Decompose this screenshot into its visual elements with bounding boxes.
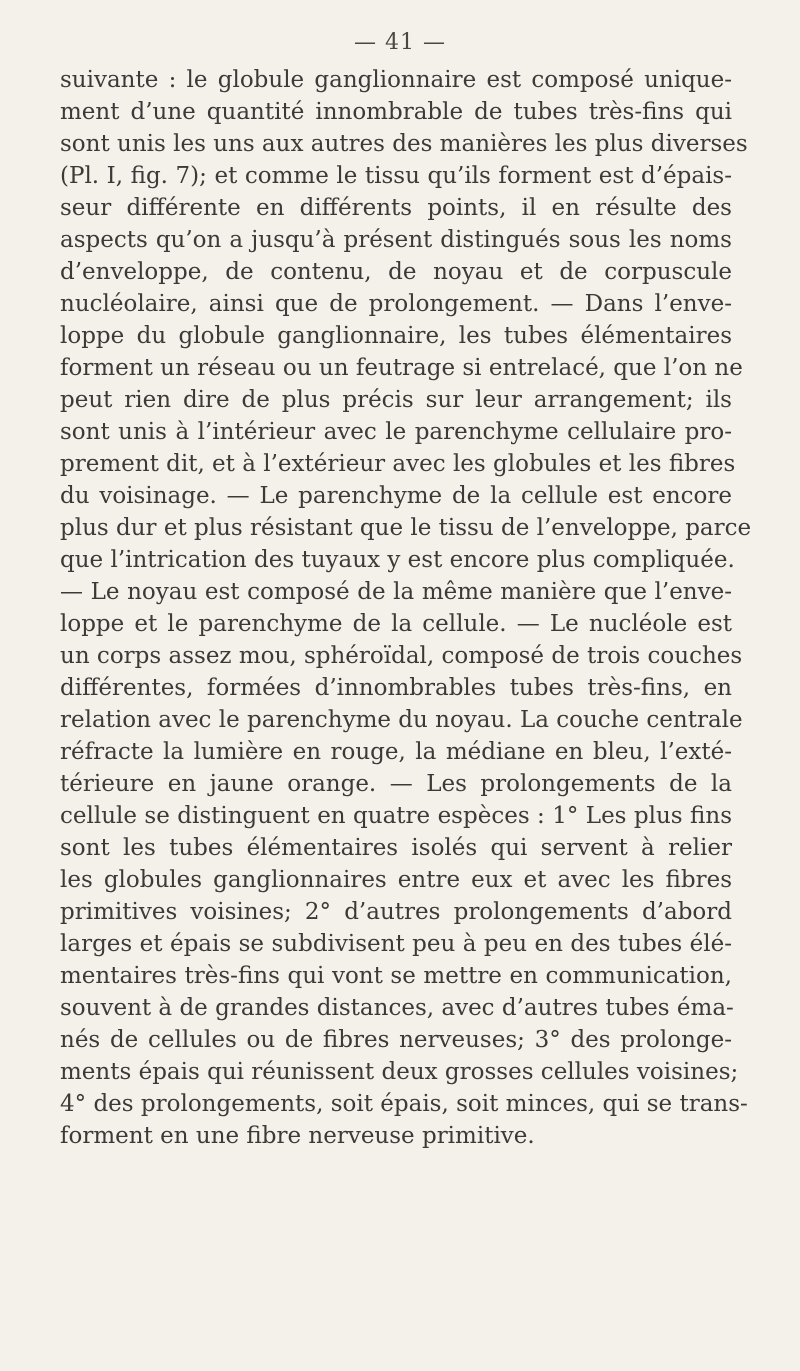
text-line: (Pl. I, fig. 7); et comme le tissu qu’ils forment est d’épais-: [60, 163, 732, 189]
text-line: forment en une fibre nerveuse primitive.: [60, 1123, 535, 1149]
text-line: suivante : le globule ganglionnaire est composé unique-: [60, 67, 732, 93]
text-line: primitives voisines; 2° d’autres prolongements d’abord: [60, 899, 732, 925]
text-line: plus dur et plus résistant que le tissu de l’enveloppe, parce: [60, 515, 752, 541]
text-line: ment d’une quantité innombrable de tubes très-fins qui: [60, 99, 732, 125]
text-line: nucléolaire, ainsi que de prolongement. — Dans l’enve-: [60, 291, 732, 317]
page-number: — 41 —: [354, 30, 446, 55]
text-line: différentes, formées d’innombrables tubes très-fins, en: [60, 675, 732, 701]
text-line: loppe du globule ganglionnaire, les tubes élémentaires: [60, 323, 732, 349]
text-line: souvent à de grandes distances, avec d’autres tubes éma-: [60, 995, 734, 1021]
text-line: du voisinage. — Le parenchyme de la cellule est encore: [60, 483, 732, 509]
text-line: seur différente en différents points, il en résulte des: [60, 195, 732, 221]
text-line: forment un réseau ou un feutrage si entrelacé, que l’on ne: [60, 355, 743, 381]
text-line: mentaires très-fins qui vont se mettre en communication,: [60, 963, 732, 989]
text-line: que l’intrication des tuyaux y est encore plus compliquée.: [60, 547, 735, 573]
text-line: ments épais qui réunissent deux grosses cellules voisines;: [60, 1059, 739, 1085]
text-line: les globules ganglionnaires entre eux et avec les fibres: [60, 867, 732, 893]
text-line: loppe et le parenchyme de la cellule. — Le nucléole est: [60, 611, 732, 637]
text-line: larges et épais se subdivisent peu à peu en des tubes élé-: [60, 931, 732, 957]
text-line: réfracte la lumière en rouge, la médiane en bleu, l’exté-: [60, 739, 732, 765]
text-line: d’enveloppe, de contenu, de noyau et de corpuscule: [60, 259, 732, 285]
text-line: cellule se distinguent en quatre espèces : 1° Les plus fins: [60, 803, 732, 829]
body-text: [60, 64, 752, 1152]
text-line: 4° des prolongements, soit épais, soit minces, qui se trans-: [60, 1091, 748, 1117]
text-line: térieure en jaune orange. — Les prolongements de la: [60, 771, 732, 797]
text-line: sont les tubes élémentaires isolés qui servent à relier: [60, 835, 732, 861]
text-line: sont unis les uns aux autres des manières les plus diverses: [60, 131, 748, 157]
text-line: prement dit, et à l’extérieur avec les globules et les fibres: [60, 451, 736, 477]
text-line: un corps assez mou, sphéroïdal, composé de trois couches: [60, 643, 743, 669]
text-line: — Le noyau est composé de la même manière que l’enve-: [60, 579, 732, 605]
text-line: aspects qu’on a jusqu’à présent distingués sous les noms: [60, 227, 732, 253]
text-line: peut rien dire de plus précis sur leur arrangement; ils: [60, 387, 732, 413]
text-line: relation avec le parenchyme du noyau. La couche centrale: [60, 707, 743, 733]
text-line: sont unis à l’intérieur avec le parenchyme cellulaire pro-: [60, 419, 732, 445]
text-line: nés de cellules ou de fibres nerveuses; 3° des prolonge-: [60, 1027, 732, 1053]
